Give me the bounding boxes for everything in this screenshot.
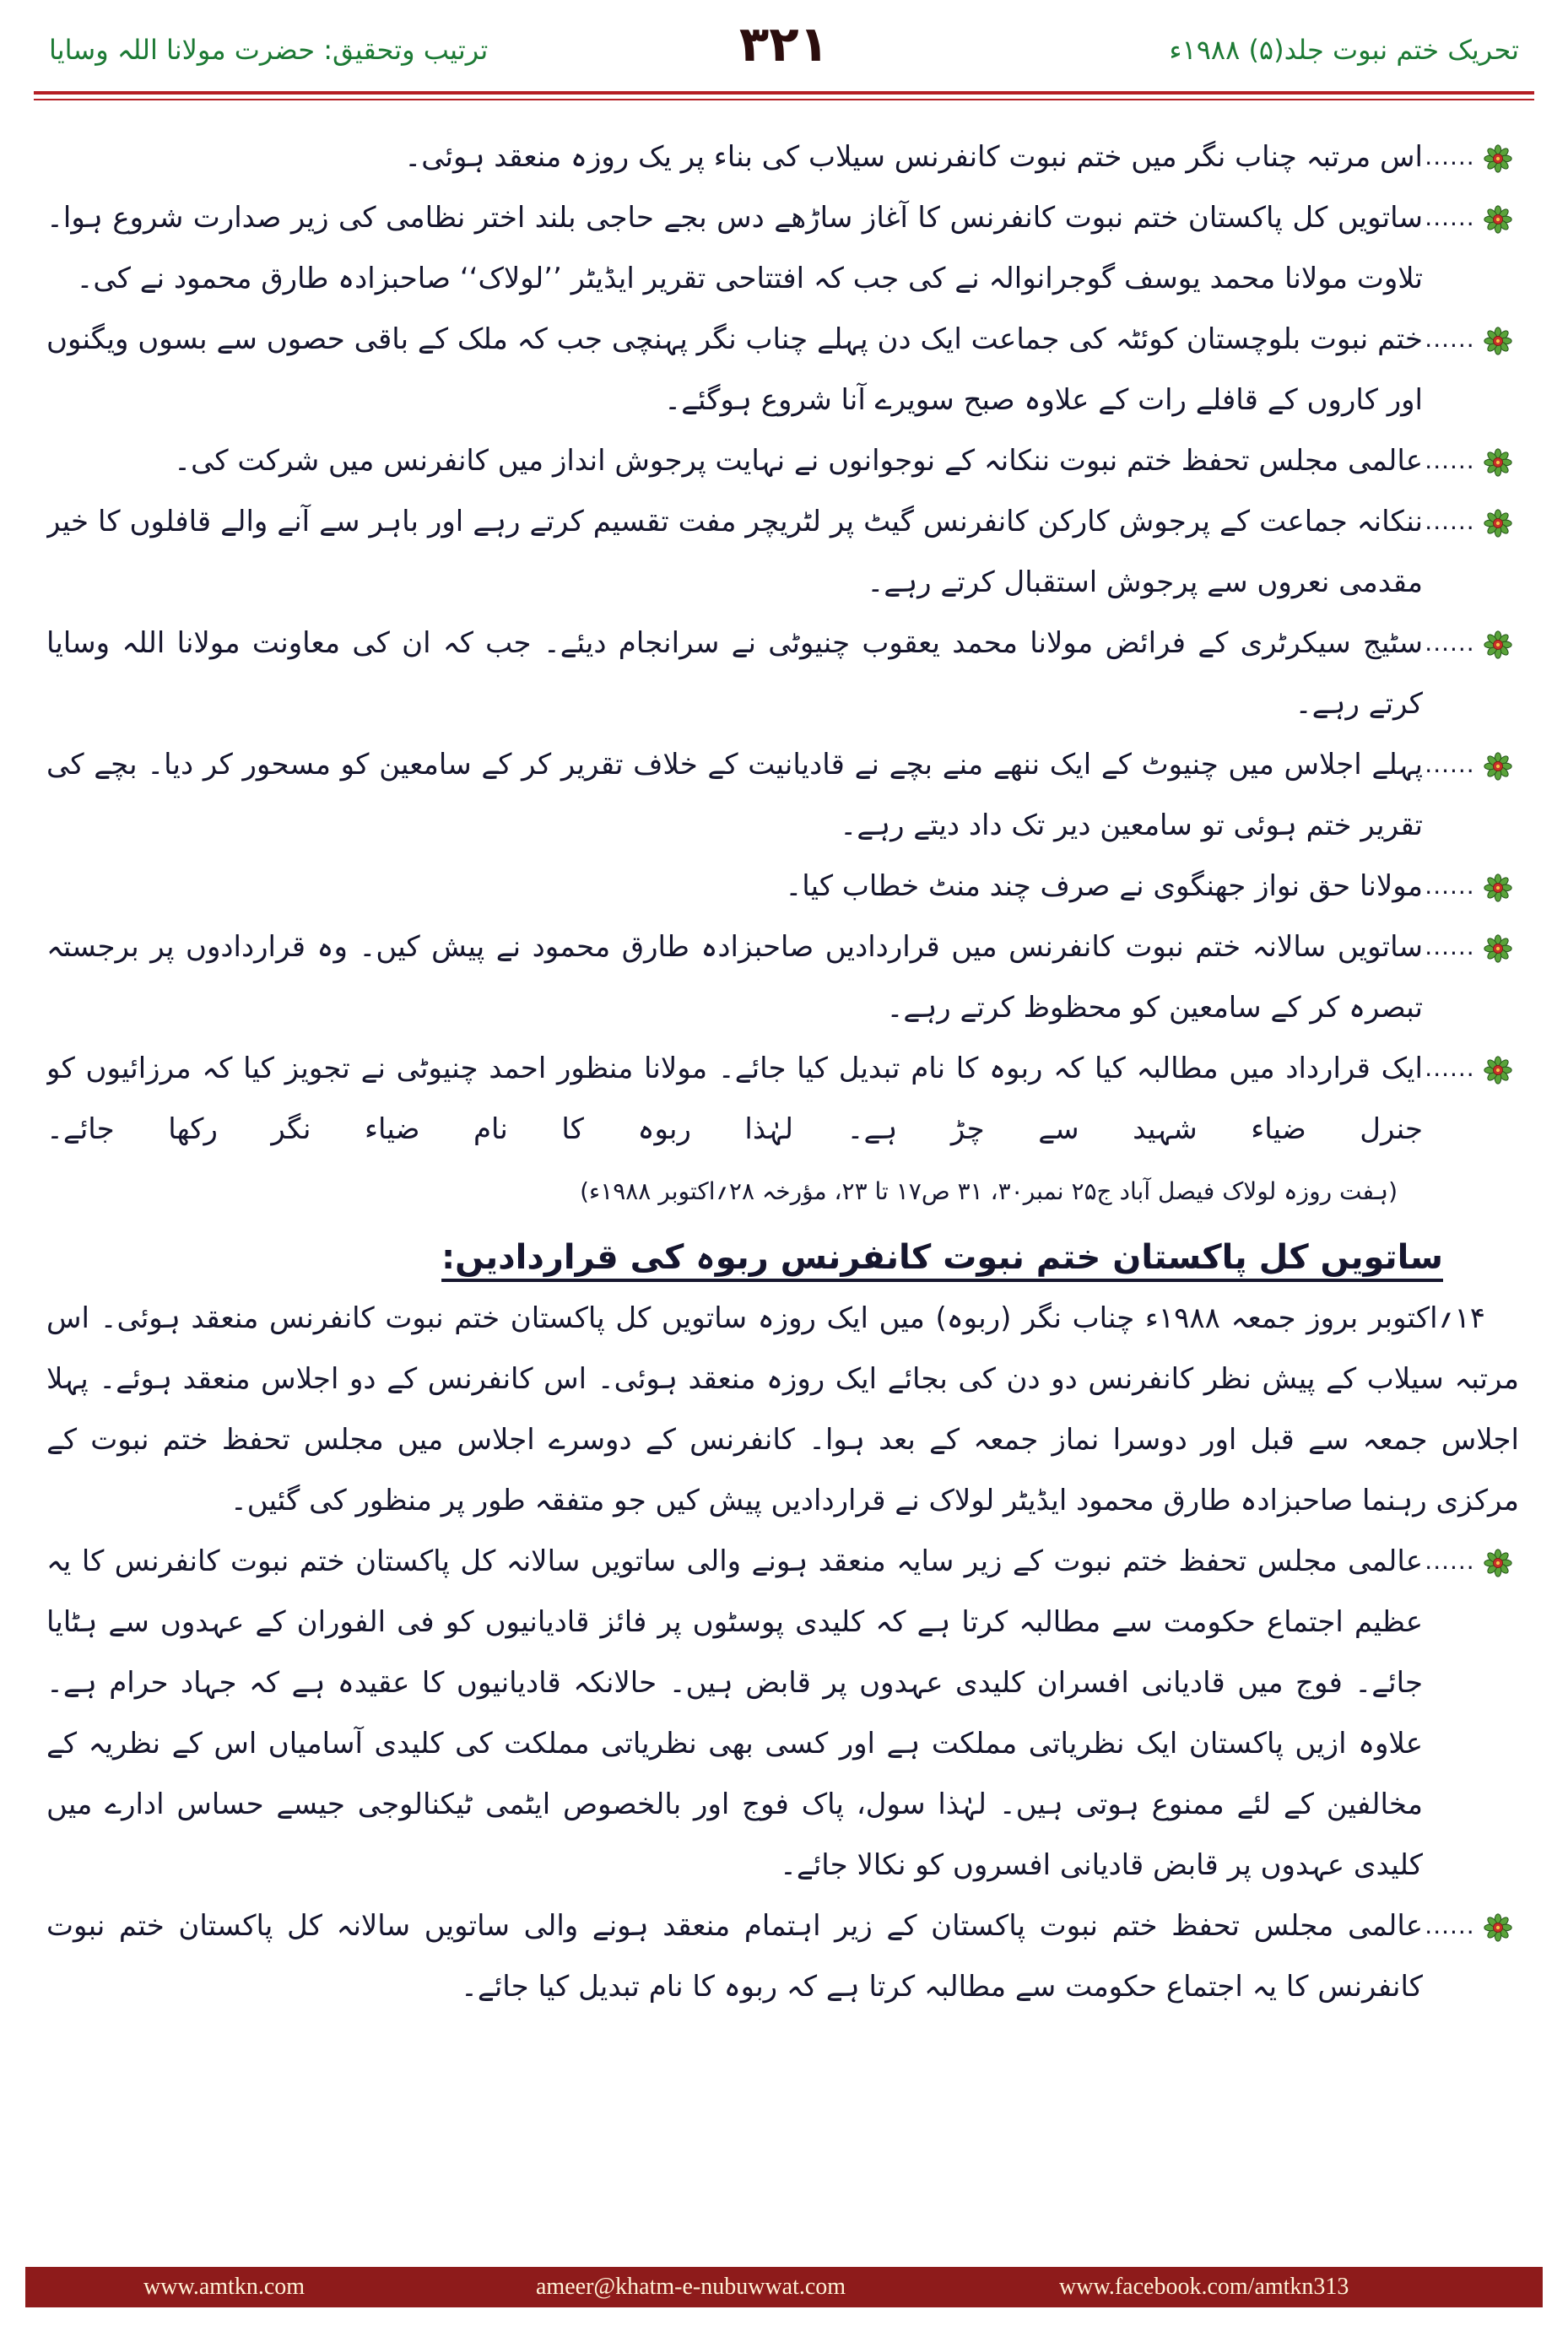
item-text <box>46 1038 1423 1222</box>
leader-dots: ...... <box>1425 507 1475 535</box>
book-title: تحریک ختم نبوت جلد(۵) ۱۹۸۸ء <box>1169 34 1519 66</box>
leader-dots: ...... <box>1425 1912 1475 1939</box>
leader-dots: ...... <box>1425 203 1475 231</box>
list-item <box>46 613 1519 734</box>
flower-bullet-icon <box>1477 1896 1519 1956</box>
list-item <box>46 917 1519 1038</box>
footer-website-link[interactable]: www.amtkn.com <box>143 2274 305 2300</box>
flower-bullet-icon <box>1477 613 1519 673</box>
item-text: مولانا حق نواز جھنگوی نے صرف چند منٹ خطاب کیا۔ <box>785 869 1423 903</box>
flower-bullet-icon <box>1477 734 1519 795</box>
list-item <box>46 430 1519 491</box>
flower-bullet-icon <box>1477 187 1519 248</box>
item-text: سٹیج سیکرٹری کے فرائض مولانا محمد یعقوب چنیوٹی نے سرانجام دیئے۔ جب کہ ان کی معاونت مولانا اللہ وسایا کرتے رہے۔ <box>46 626 1423 721</box>
item-text: عالمی مجلس تحفظ ختم نبوت ننکانہ کے نوجوانوں نے نہایت پرجوش انداز میں کانفرنس میں شرکت کی۔ <box>174 444 1423 478</box>
list-item <box>46 856 1519 917</box>
leader-dots: ...... <box>1425 629 1475 657</box>
section-intro-paragraph: ۱۴؍اکتوبر بروز جمعہ ۱۹۸۸ء چناب نگر (ربوہ) میں ایک روزہ ساتویں کل پاکستان ختم نبوت کانفرنس منعقد ہوئی۔ اس مرتبہ سیلاب کے پیش نظر کانفرنس دو دن کی بجائے ایک روزہ منعقد ہوئی۔ اس کانفرنس کے دو اجلاس منعقد ہوئے۔ پہلا اجلاس جمعہ سے قبل اور دوسرا نماز جمعہ کے بعد ہوا۔ کانفرنس کے دوسرے اجلاس میں مجلس تحفظ ختم نبوت کے مرکزی رہنما صاحبزادہ طارق محمود ایڈیٹر لولاک نے قراردادیں پیش کیں جو متفقہ طور پر منظور کی گئیں۔ <box>46 1301 1519 1517</box>
item-text: ننکانہ جماعت کے پرجوش کارکن کانفرنس گیٹ پر لٹریچر مفت تقسیم کرتے رہے اور باہر سے آنے والے قافلوں کا خیر مقدمی نعروں سے پرجوش استقبال کرتے رہے۔ <box>46 505 1423 599</box>
footer-facebook-link[interactable]: www.facebook.com/amtkn313 <box>1059 2274 1349 2300</box>
header-rule-thin <box>34 99 1534 100</box>
leader-dots: ...... <box>1425 143 1475 170</box>
resolution-text: عالمی مجلس تحفظ ختم نبوت کے زیر سایہ منعقد ہونے والی ساتویں سالانہ کل پاکستان ختم نبوت کانفرنس کا یہ عظیم اجتماع حکومت سے مطالبہ کرتا ہے کہ کلیدی پوسٹوں پر فائز قادیانیوں کو فی الفوران کے عہدوں سے ہٹایا جائے۔ فوج میں قادیانی افسران کلیدی عہدوں پر قابض ہیں۔ حالانکہ قادیانیوں کا عقیدہ ہے کہ جہاد حرام ہے۔ علاوہ ازیں پاکستان ایک نظریاتی مملکت ہے اور کسی بھی نظریاتی مملکت کی کلیدی آسامیاں اس کے نظریہ کے مخالفین کے لئے ممنوع ہوتی ہیں۔ لہٰذا سول، پاک فوج اور بالخصوص ایٹمی ٹیکنالوجی جیسے حساس ادارے میں کلیدی عہدوں پر قابض قادیانی افسروں کو نکالا جائے۔ <box>46 1544 1423 1882</box>
flower-bullet-icon <box>1477 127 1519 187</box>
flower-bullet-icon <box>1477 917 1519 977</box>
leader-dots: ...... <box>1425 325 1475 353</box>
resolution-item <box>46 1531 1519 1896</box>
flower-bullet-icon <box>1477 309 1519 370</box>
citation: (ہفت روزہ لولاک فیصل آباد ج۲۵ نمبر۳۰، ۳۱ ص۱۷ تا ۲۳، مؤرخہ ۲۸؍اکتوبر ۱۹۸۸ء) <box>580 1177 1398 1205</box>
page-body <box>46 127 1519 2249</box>
item-text: ساتویں کل پاکستان ختم نبوت کانفرنس کا آغاز ساڑھے دس بجے حاجی بلند اختر نظامی کی زیر صدارت شروع ہوا۔ تلاوت مولانا محمد یوسف گوجرانوالہ نے کی جب کہ افتتاحی تقریر ایڈیٹر ’’لولاک‘‘ صاحبزادہ طارق محمود نے کی۔ <box>46 201 1423 295</box>
leader-dots: ...... <box>1425 872 1475 900</box>
item-text: ختم نبوت بلوچستان کوئٹہ کی جماعت ایک دن پہلے چناب نگر پہنچی جب کہ ملک کے باقی حصوں سے بسوں ویگنوں اور کاروں کے قافلے رات کے علاوہ صبح سویرے آنا شروع ہوگئے۔ <box>46 322 1423 417</box>
item-text: پہلے اجلاس میں چنیوٹ کے ایک ننھے منے بچے نے قادیانیت کے خلاف تقریر کر کے سامعین کو مسحور کر دیا۔ بچے کی تقریر ختم ہوئی تو سامعین دیر تک داد دیتے رہے۔ <box>46 748 1423 842</box>
list-item <box>46 187 1519 309</box>
list-item <box>46 309 1519 430</box>
leader-dots: ...... <box>1425 446 1475 474</box>
resolution-item <box>46 1896 1519 2017</box>
list-item <box>46 1038 1519 1222</box>
leader-dots: ...... <box>1425 750 1475 778</box>
list-item <box>46 734 1519 856</box>
resolution-text: عالمی مجلس تحفظ ختم نبوت پاکستان کے زیر اہتمام منعقد ہونے والی ساتویں سالانہ کل پاکستان ختم نبوت کانفرنس کا یہ اجتماع حکومت سے مطالبہ کرتا ہے کہ ربوہ کا نام تبدیل کیا جائے۔ <box>46 1909 1423 2004</box>
page-number: ۳۲۱ <box>738 15 830 73</box>
leader-dots: ...... <box>1425 933 1475 960</box>
flower-bullet-icon <box>1477 430 1519 491</box>
item-text: اس مرتبہ چناب نگر میں ختم نبوت کانفرنس سیلاب کی بناء پر یک روزہ منعقد ہوئی۔ <box>404 140 1423 174</box>
flower-bullet-icon <box>1477 1531 1519 1592</box>
header-rule-thick <box>34 91 1534 95</box>
leader-dots: ...... <box>1425 1547 1475 1575</box>
flower-bullet-icon <box>1477 491 1519 552</box>
section-heading: ساتویں کل پاکستان ختم نبوت کانفرنس ربوہ کی قراردادیں: <box>441 1238 1443 1277</box>
flower-bullet-icon <box>1477 856 1519 917</box>
compiler-credit: ترتیب وتحقیق: حضرت مولانا اللہ وسایا <box>49 34 489 66</box>
footer-bar <box>25 2267 1543 2307</box>
leader-dots: ...... <box>1425 1054 1475 1082</box>
list-item <box>46 127 1519 187</box>
list-item <box>46 491 1519 613</box>
flower-bullet-icon <box>1477 1038 1519 1099</box>
item-text: ساتویں سالانہ ختم نبوت کانفرنس میں قراردادیں صاحبزادہ طارق محمود نے پیش کیں۔ وہ قراردادوں پر برجستہ تبصرہ کر کے سامعین کو محظوظ کرتے رہے۔ <box>46 930 1423 1025</box>
item-text-body: ایک قرارداد میں مطالبہ کیا کہ ربوہ کا نام تبدیل کیا جائے۔ مولانا منظور احمد چنیوٹی نے تجویز کیا کہ مرزائیوں کو جنرل ضیاء شہید سے چڑ ہے۔ لہٰذا ربوہ کا نام ضیاء نگر رکھا جائے۔ <box>46 1052 1423 1146</box>
footer-email-link[interactable]: ameer@khatm-e-nubuwwat.com <box>536 2274 846 2300</box>
